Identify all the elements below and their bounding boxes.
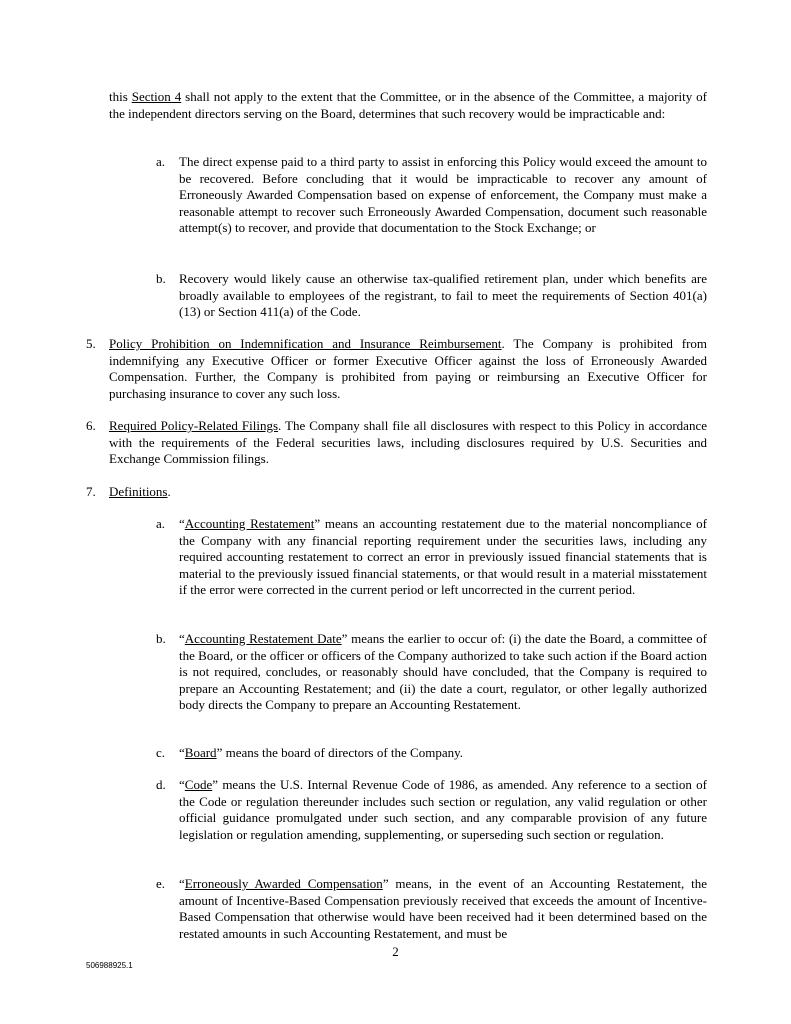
page-number: 2: [392, 944, 399, 959]
section-4-reference: Section 4: [131, 89, 182, 104]
section-5-heading: Policy Prohibition on Indemnification and Insurance Reimbursement: [109, 336, 502, 351]
definition-e-term: Erroneously Awarded Compensation: [184, 876, 383, 891]
definition-d-open-quote: “: [179, 777, 185, 792]
definition-d-term: Code: [184, 777, 213, 792]
definition-a-body: means an accounting restatement due to the material noncompliance of the Company with any financial reporting requirement under the securities laws, including any required accounting restatement to correct an error in previously issued financial statements that is material to the previously issued financial statements, or that would result in a material misstatement if the error were corrected in the current period or left uncorrected in the current period.: [179, 516, 707, 597]
intro-paragraph: [109, 89, 707, 122]
definition-a-term: Accounting Restatement: [184, 516, 315, 531]
definition-c-open-quote: “: [179, 745, 185, 760]
definition-a-close-quote: ”: [314, 516, 321, 531]
intro-pre-text: this: [109, 89, 132, 104]
definition-c-body: means the board of directors of the Company.: [222, 745, 464, 760]
definition-b-term: Accounting Restatement Date: [184, 631, 342, 646]
definition-b-text: [179, 631, 707, 714]
section-5-body: . The Company is prohibited from indemnifying any Executive Officer or former Executive Officer against the loss of Erroneously Awarded Compensation. Further, the Company is prohibited from paying or reimbursing an Executive Officer for purchasing insurance to cover any such loss.: [109, 336, 708, 401]
section-7-heading: Definitions: [109, 484, 168, 499]
definition-a-open-quote: “: [179, 516, 185, 531]
sub-item-a-marker: a.: [156, 154, 166, 169]
definition-b-marker: b.: [156, 631, 166, 646]
definition-c-marker: c.: [156, 745, 166, 760]
definition-d-marker: d.: [156, 777, 166, 792]
sub-item-b-text: Recovery would likely cause an otherwise tax-qualified retirement plan, under which benefits are broadly available to employees of the registrant, to fail to meet the requirements of Section 401(a)(13) or Section 411(a) of the Code.: [179, 271, 707, 319]
section-5-paragraph: [109, 336, 707, 402]
definition-a-text: [179, 516, 707, 599]
definition-e-close-quote: ”: [382, 876, 389, 891]
definition-c-text: [179, 745, 707, 762]
sub-item-b-marker: b.: [156, 271, 166, 286]
section-6-body: . The Company shall file all disclosures with respect to this Policy in accordance with the requirements of the Federal securities laws, including disclosures required by U.S. Securities and Exchange Commission filings.: [109, 418, 707, 466]
document-id: 506988925.1: [86, 961, 133, 970]
section-6-number: 6.: [86, 418, 96, 433]
definition-b-close-quote: ”: [341, 631, 348, 646]
definition-d-close-quote: ”: [212, 777, 219, 792]
intro-post-text: shall not apply to the extent that the Committee, or in the absence of the Committee, a majority of the independent directors serving on the Board, determines that such recovery would be impracticable and:: [109, 89, 707, 121]
definition-b-open-quote: “: [179, 631, 185, 646]
section-7-paragraph: [109, 484, 707, 501]
definition-e-text: [179, 876, 707, 942]
definition-e-marker: e.: [156, 876, 166, 891]
definition-a-marker: a.: [156, 516, 166, 531]
definition-d-body: means the U.S. Internal Revenue Code of 1986, as amended. Any reference to a section of the Code or regulation thereunder includes such section or regulation, any valid regulation or other official guidance promulgated under such section, and any comparable provision of any future legislation or regulation amending, supplementing, or superseding such section or regulation.: [179, 777, 707, 842]
section-6-heading: Required Policy-Related Filings: [109, 418, 279, 433]
section-7-number: 7.: [86, 484, 96, 499]
definition-c-close-quote: ”: [216, 745, 223, 760]
definition-e-open-quote: “: [179, 876, 185, 891]
definition-d-text: [179, 777, 707, 843]
definition-c-term: Board: [184, 745, 217, 760]
sub-item-a-text: The direct expense paid to a third party to assist in enforcing this Policy would exceed the amount to be recovered. Before concluding that it would be impracticable to recover any amount of Erroneously Awarded Compensation based on expense of enforcement, the Company must make a reasonable attempt to recover such Erroneously Awarded Compensation, document such reasonable attempt(s) to recover, and provide that documentation to the Stock Exchange; or: [179, 154, 707, 235]
section-7-body: .: [167, 484, 171, 499]
definition-e-body: means, in the event of an Accounting Restatement, the amount of Incentive-Based Compensation previously received that exceeds the amount of Incentive-Based Compensation that otherwise would have been received had it been determined based on the restated amounts in such Accounting Restatement, and must be: [179, 876, 707, 941]
section-5-number: 5.: [86, 336, 96, 351]
section-6-paragraph: [109, 418, 707, 468]
definition-b-body: means the earlier to occur of: (i) the date the Board, a committee of the Board, or the officer or officers of the Company authorized to take such action if the Board action is not required, concludes, or reasonably should have concluded, that the Company is required to prepare an Accounting Restatement; and (ii) the date a court, regulator, or other legally authorized body directs the Company to prepare an Accounting Restatement.: [179, 631, 707, 712]
